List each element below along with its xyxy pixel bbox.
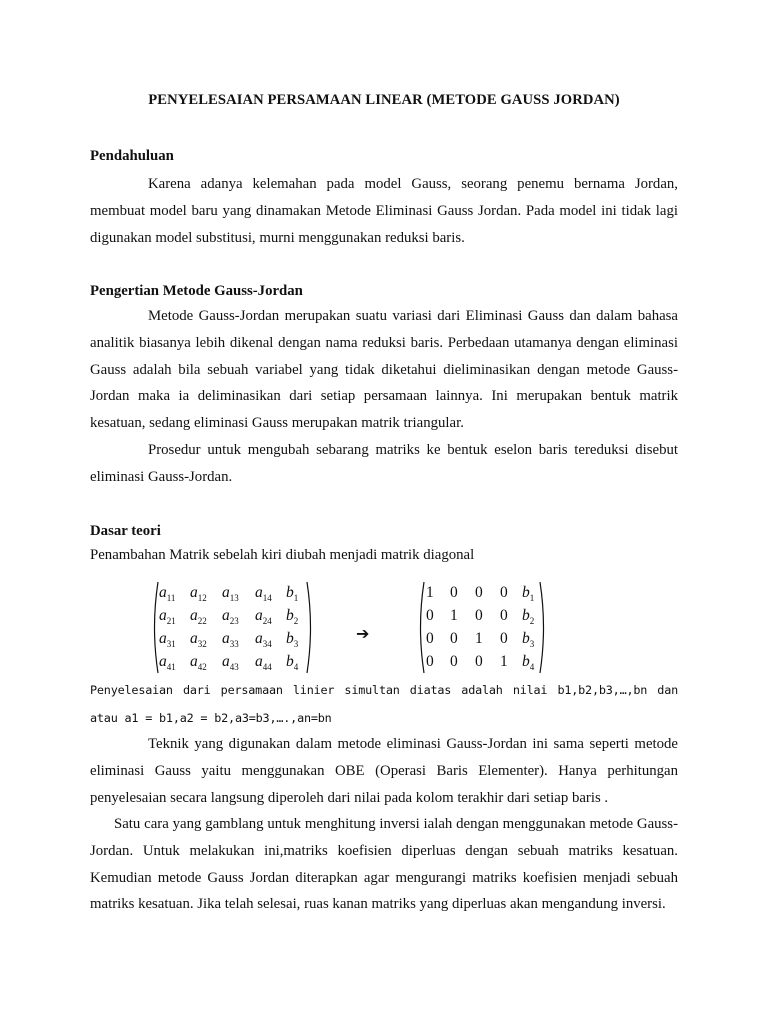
- matrix-cell: $b_1$: [286, 584, 299, 603]
- paragraph-definition: Metode Gauss-Jordan merupakan suatu variasi dari Eliminasi Gauss dan dalam bahasa analitik biasanya lebih dikenal dengan nama reduksi baris. Perbedaan utamanya dengan eliminasi Gauss adalah bila sebuah variabel yang tidak diketahui dieliminasikan dengan metode Gauss-Jordan maka ia deliminasikan dari setiap persamaan lainnya. Ini merupakan bentuk matrik kesatuan, sedang eliminasi Gauss merupakan matrik triangular.: [90, 308, 678, 432]
- diagonal-matrix-svg: [416, 580, 548, 675]
- matrix-cell: $a_{31}$: [159, 630, 176, 649]
- heading-pendahuluan: Pendahuluan: [90, 148, 174, 164]
- paragraph-technique: Teknik yang digunakan dalam metode eliminasi Gauss-Jordan ini sama seperti metode eliminasi Gauss yaitu menggunakan OBE (Operasi Baris Elementer). Hanya perhitungan penyelesaian secara langsung diperoleh dari nilai pada kolom terakhir dari setiap baris .: [90, 736, 678, 806]
- matrix-cell: 0: [450, 584, 458, 601]
- matrix-cell: $a_{41}$: [159, 653, 176, 672]
- matrix-cell: $a_{42}$: [190, 653, 207, 672]
- matrix-cell: 0: [475, 607, 483, 624]
- right-paren: [540, 582, 544, 673]
- matrix-cell: 0: [426, 630, 434, 647]
- matrix-cell: $a_{32}$: [190, 630, 207, 649]
- matrix-cell: 1: [475, 630, 483, 647]
- left-paren: [155, 582, 159, 673]
- matrix-cell: 1: [500, 653, 508, 670]
- document-title: PENYELESAIAN PERSAMAAN LINEAR (METODE GAUSS JORDAN): [148, 92, 620, 108]
- matrix-cell: $b_1$: [522, 584, 535, 603]
- matrix-cell: $a_{22}$: [190, 607, 207, 626]
- matrix-cell: $a_{33}$: [222, 630, 239, 649]
- matrix-cell: 0: [426, 607, 434, 624]
- matrix-cell: $a_{24}$: [255, 607, 272, 626]
- paragraph-procedure: Prosedur untuk mengubah sebarang matriks ke bentuk eselon baris tereduksi disebut eliminasi Gauss-Jordan.: [90, 442, 678, 485]
- matrix-cell: $a_{21}$: [159, 607, 176, 626]
- matrix-cell: $b_4$: [286, 653, 299, 672]
- matrix-cell: $b_4$: [522, 653, 535, 672]
- matrix-cell: 0: [500, 630, 508, 647]
- matrix-cell: $a_{44}$: [255, 653, 272, 672]
- matrix-cell: $b_2$: [522, 607, 535, 626]
- matrix-cell: $a_{43}$: [222, 653, 239, 672]
- augmented-matrix-svg: [150, 580, 315, 675]
- paragraph-intro: Karena adanya kelemahan pada model Gauss, seorang penemu bernama Jordan, membuat model baru yang dinamakan Metode Eliminasi Gauss Jordan. Pada model ini tidak lagi digunakan model substitusi, murni menggunakan reduksi baris.: [90, 176, 678, 246]
- matrix-cell: $a_{11}$: [159, 584, 176, 603]
- matrix-cell: $a_{14}$: [255, 584, 272, 603]
- matrix-cell: $a_{34}$: [255, 630, 272, 649]
- matrix-cell: 1: [450, 607, 458, 624]
- left-paren: [421, 582, 425, 673]
- augmented-matrix: [150, 580, 315, 680]
- arrow-icon: ➔: [356, 624, 370, 643]
- matrix-cell: 0: [426, 653, 434, 670]
- matrix-cell: 0: [475, 653, 483, 670]
- matrix-cell: 0: [500, 584, 508, 601]
- right-paren: [307, 582, 311, 673]
- matrix-cell: $b_3$: [522, 630, 535, 649]
- matrix-cell: 0: [450, 653, 458, 670]
- matrix-cell: 1: [426, 584, 434, 601]
- matrix-cell: $a_{23}$: [222, 607, 239, 626]
- matrix-cell: 0: [450, 630, 458, 647]
- matrix-cell: 0: [475, 584, 483, 601]
- theory-intro-line: Penambahan Matrik sebelah kiri diubah menjadi matrik diagonal: [90, 547, 475, 563]
- matrix-cell: $b_2$: [286, 607, 299, 626]
- matrix-cell: $a_{13}$: [222, 584, 239, 603]
- matrix-cell: 0: [500, 607, 508, 624]
- paragraph-inverse: Satu cara yang gamblang untuk menghitung inversi ialah dengan menggunakan metode Gauss-Jordan. Untuk melakukan ini,matriks koefisien diperluas dengan sebuah matriks kesatuan. Kemudian metode Gauss Jordan diterapkan agar mengurangi matriks koefisien menjadi sebuah matriks kesatuan. Jika telah selesai, ruas kanan matriks yang diperluas akan mengandung inversi.: [90, 816, 678, 913]
- heading-pengertian: Pengertian Metode Gauss-Jordan: [90, 283, 303, 299]
- matrix-cell: $a_{12}$: [190, 584, 207, 603]
- heading-dasar-teori: Dasar teori: [90, 523, 161, 539]
- diagonal-matrix: [416, 580, 548, 680]
- solution-statement: Penyelesaian dari persamaan linier simultan diatas adalah nilai b1,b2,b3,…,bn dan atau a1 = b1,a2 = b2,a3=b3,….,an=bn: [90, 683, 678, 725]
- matrix-cell: $b_3$: [286, 630, 299, 649]
